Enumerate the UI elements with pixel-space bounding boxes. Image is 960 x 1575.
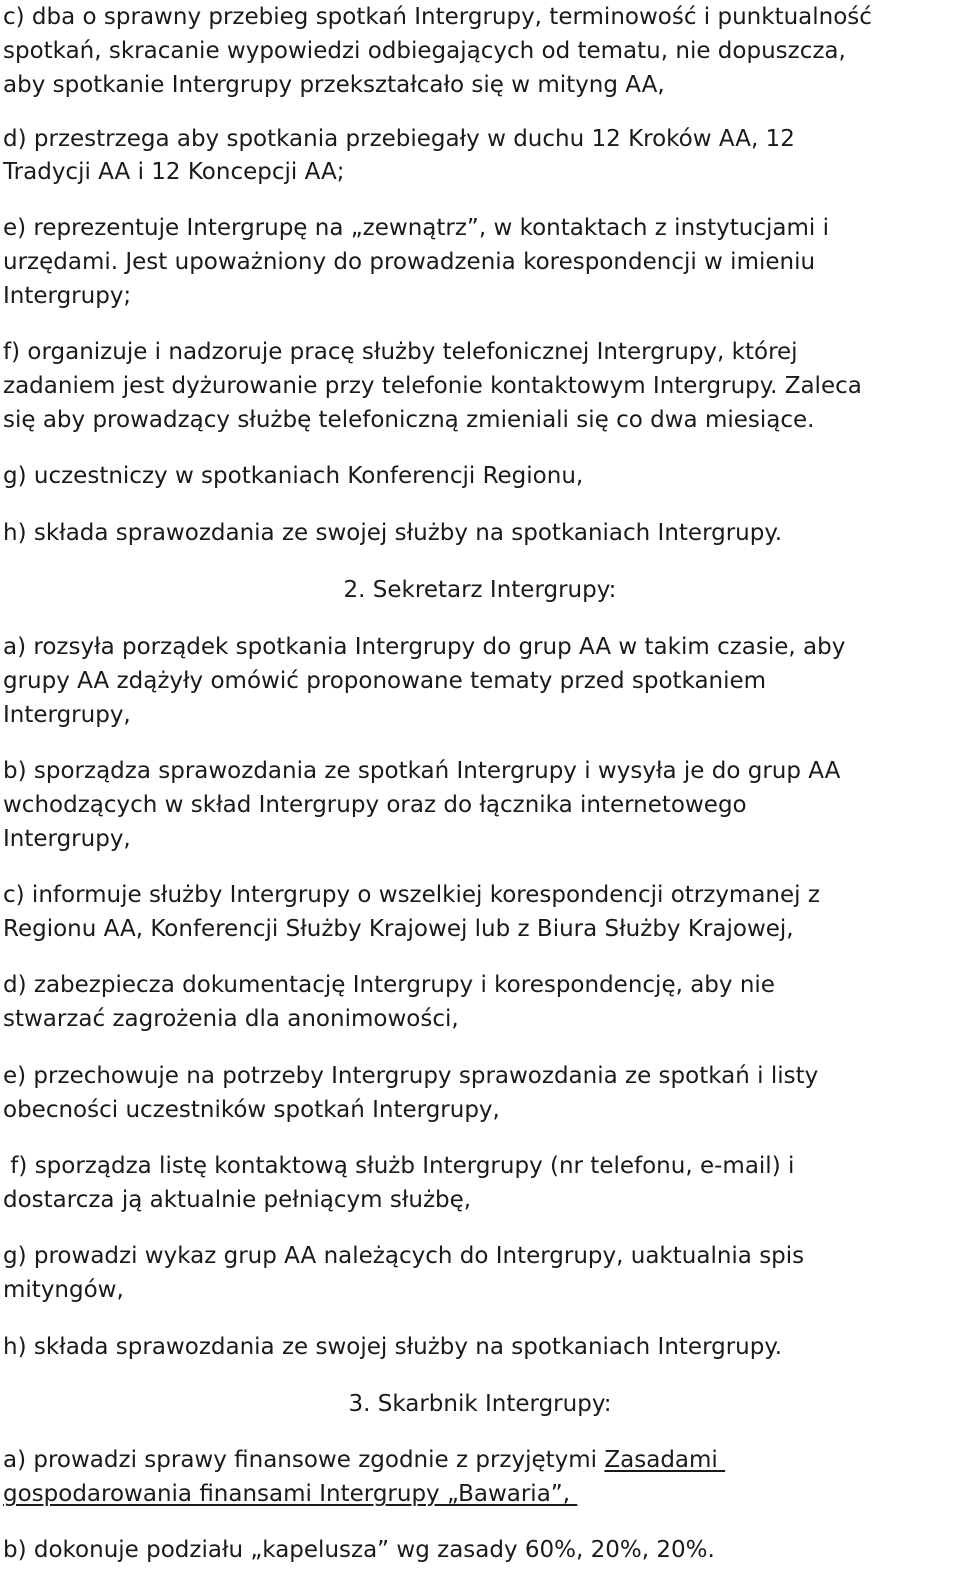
text-line: f) organizuje i nadzoruje pracę służby telefonicznej Intergrupy, której [3,339,798,365]
section-heading-treasurer: 3. Skarbnik Intergrupy: [348,1391,612,1417]
text-line: Intergrupy; [3,283,132,309]
text-line: b) dokonuje podziału „kapelusza” wg zasady 60%, 20%, 20%. [3,1537,715,1563]
section-heading-secretary: 2. Sekretarz Intergrupy: [343,577,617,603]
text-line [3,1479,577,1509]
text-line: d) zabezpiecza dokumentację Intergrupy i korespondencję, aby nie [3,972,775,998]
text-line: dostarcza ją aktualnie pełniącym służbę, [3,1187,472,1213]
text-line: grupy AA zdążyły omówić proponowane tematy przed spotkaniem [3,668,767,694]
text-line: spotkań, skracanie wypowiedzi odbiegających od tematu, nie dopuszcza, [3,38,846,64]
text-line: aby spotkanie Intergrupy przekształcało się w mityng AA, [3,72,665,98]
text-line: Intergrupy, [3,826,131,852]
text-line: g) prowadzi wykaz grup AA należących do Intergrupy, uaktualnia spis [3,1243,805,1269]
text-line: mityngów, [3,1277,124,1303]
text-line: d) przestrzega aby spotkania przebiegały w duchu 12 Kroków AA, 12 [3,126,795,152]
text-line: b) sporządza sprawozdania ze spotkań Intergrupy i wysyła je do grup AA [3,758,841,784]
text-line: c) dba o sprawny przebieg spotkań Intergrupy, terminowość i punktualność [3,4,872,30]
text-fragment: a) prowadzi sprawy finansowe zgodnie z przyjętymi [3,1447,605,1473]
text-line: urzędami. Jest upoważniony do prowadzenia korespondencji w imieniu [3,249,816,275]
finance-rules-link[interactable]: Zasadami [604,1447,726,1473]
text-line: Regionu AA, Konferencji Służby Krajowej lub z Biura Służby Krajowej, [3,916,794,942]
text-line: Intergrupy, [3,702,131,728]
text-line: f) sporządza listę kontaktową służb Intergrupy (nr telefonu, e-mail) i [3,1153,795,1179]
text-line: a) rozsyła porządek spotkania Intergrupy do grup AA w takim czasie, aby [3,634,846,660]
text-line: e) przechowuje na potrzeby Intergrupy sprawozdania ze spotkań i listy [3,1063,819,1089]
text-line [3,1445,725,1475]
text-line: zadaniem jest dyżurowanie przy telefonie kontaktowym Intergrupy. Zaleca [3,373,862,399]
text-line: h) składa sprawozdania ze swojej służby na spotkaniach Intergrupy. [3,520,783,546]
text-line: g) uczestniczy w spotkaniach Konferencji Regionu, [3,463,584,489]
text-line: c) informuje służby Intergrupy o wszelkiej korespondencji otrzymanej z [3,882,820,908]
text-line: stwarzać zagrożenia dla anonimowości, [3,1006,459,1032]
text-line: Tradycji AA i 12 Koncepcji AA; [3,159,345,185]
text-line: e) reprezentuje Intergrupę na „zewnątrz”, w kontaktach z instytucjami i [3,215,829,241]
text-line: h) składa sprawozdania ze swojej służby na spotkaniach Intergrupy. [3,1334,783,1360]
text-line: obecności uczestników spotkań Intergrupy, [3,1097,500,1123]
text-line: się aby prowadzący służbę telefoniczną zmieniali się co dwa miesiące. [3,407,815,433]
finance-rules-link-continued[interactable]: gospodarowania finansami Intergrupy „Bawaria”, [3,1481,578,1507]
text-line: wchodzących w skład Intergrupy oraz do łącznika internetowego [3,792,747,818]
